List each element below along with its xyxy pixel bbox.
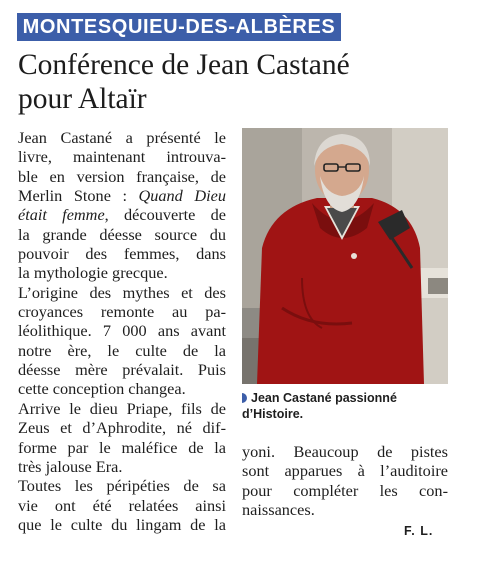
body-text-line [18,496,226,515]
section-label: MONTESQUIEU-DES-ALBÈRES [17,13,341,41]
body-text: Merlin Stone : [18,186,139,206]
photo-caption-text: Jean Castané passionné d’Histoire. [242,391,397,421]
body-text-line [18,225,226,244]
body-text: ble en version française, de [18,166,226,186]
body-text-line [18,263,226,282]
body-text: pouvoir des femmes, dans [18,244,226,264]
body-text: Jean Castané a présenté le [18,128,226,147]
article-photo [242,128,448,384]
body-text-line [18,399,226,418]
body-text: que le culte du lingam de la [18,514,226,534]
article-body-right-column [242,442,448,519]
body-text-line [18,244,226,263]
body-text: Zeus et d’Aphrodite, né dif- [18,418,226,438]
photo-jean-castane [242,128,448,384]
body-text-line [18,341,226,360]
body-text-line [18,321,226,340]
body-text: vie ont été relatées ainsi [18,495,226,515]
body-text: L’origine des mythes et des [18,282,226,302]
headline-line-1: Conférence de Jean Castané [18,49,350,81]
body-text-line [18,418,226,437]
body-text-line [18,186,226,205]
body-text-line [242,481,448,500]
body-text-line [18,147,226,166]
body-text-line [18,167,226,186]
body-text: livre, maintenant introuva- [18,147,226,167]
body-text: déesse mère prévalait. Puis [18,360,226,380]
body-text: sont apparues à l’auditoire [242,461,448,481]
headline-line-2: pour Altaïr [18,83,147,115]
body-text-line [242,461,448,480]
caption-marker-icon [242,393,247,403]
byline: F. L. [404,524,434,538]
body-text-line [18,515,226,534]
body-text: Arrive le dieu Priape, fils de [18,398,226,418]
body-text: Toutes les péripéties de sa [18,476,226,496]
body-text-line [18,128,226,147]
article-body-left-column [18,128,226,534]
book-title-text: était femme [18,205,105,225]
body-text: très jalouse Era. [18,456,123,476]
body-text-line [18,205,226,224]
body-text: la mythologie grecque. [18,263,168,283]
body-text: , découverte de [104,205,226,225]
body-text: croyances remonte au pa- [18,302,226,322]
headline [18,48,478,116]
body-text: léolithique. 7 000 ans avant [18,321,226,341]
body-text: yoni. Beaucoup de pistes [242,442,448,461]
body-text-line [242,442,448,461]
body-text-line [18,379,226,398]
body-text-line [18,283,226,302]
body-text-line [18,438,226,457]
body-text-line [18,476,226,495]
body-text-line [18,360,226,379]
body-text: forme par le maléfice de la [18,437,226,457]
body-text-line [242,500,448,519]
body-text: cette conception changea. [18,379,186,399]
body-text: notre ère, le culte de la [18,340,226,360]
body-text: la grande déesse source du [18,224,226,244]
body-text-line [18,302,226,321]
book-title-text: Quand Dieu [138,186,226,206]
body-text: naissances. [242,500,315,520]
body-text-line [18,457,226,476]
photo-caption [242,390,452,422]
body-text: pour compléter les con- [242,480,448,500]
